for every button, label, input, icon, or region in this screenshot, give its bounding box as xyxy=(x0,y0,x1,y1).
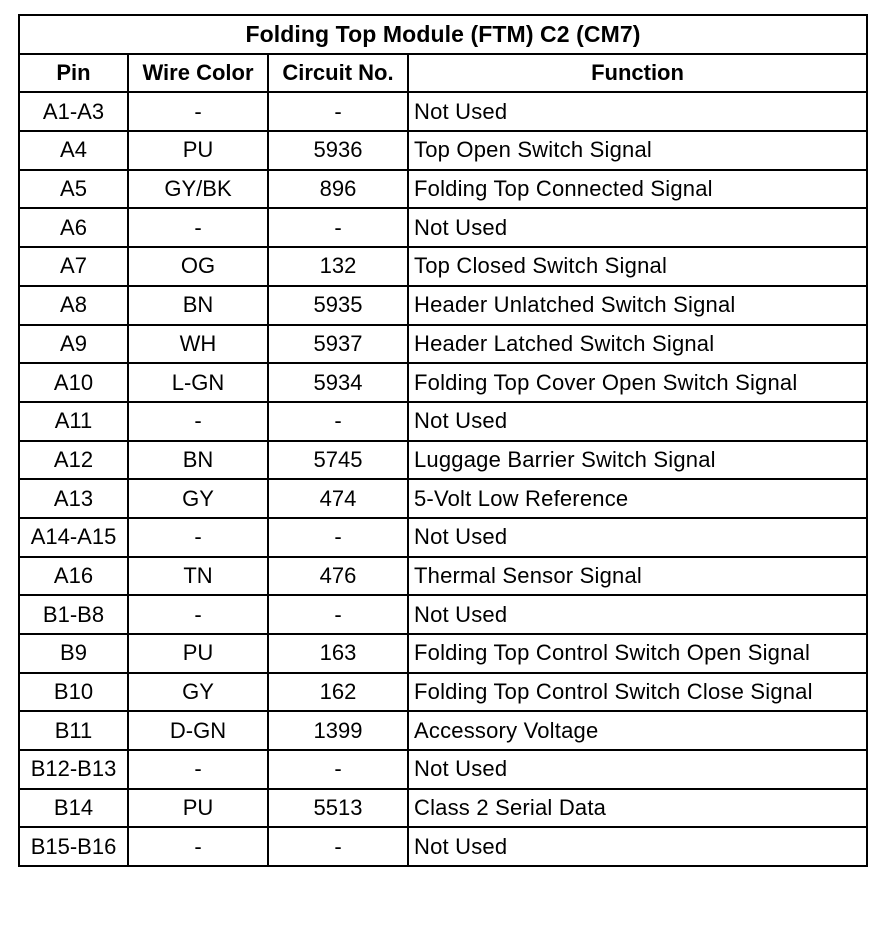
table-row xyxy=(19,827,867,866)
pin-cell: B12-B13 xyxy=(19,750,128,789)
function-cell: Luggage Barrier Switch Signal xyxy=(408,441,867,480)
wire-color-cell: L-GN xyxy=(128,363,268,402)
table-row xyxy=(19,247,867,286)
circuit-no-cell: 5935 xyxy=(268,286,408,325)
pin-cell: A11 xyxy=(19,402,128,441)
pin-cell: A10 xyxy=(19,363,128,402)
circuit-no-cell: 163 xyxy=(268,634,408,673)
wire-color-cell: PU xyxy=(128,131,268,170)
circuit-no-cell: 474 xyxy=(268,479,408,518)
table-row xyxy=(19,92,867,131)
circuit-no-cell: - xyxy=(268,595,408,634)
circuit-no-cell: 5513 xyxy=(268,789,408,828)
pin-cell: B14 xyxy=(19,789,128,828)
pin-cell: A13 xyxy=(19,479,128,518)
wire-color-cell: D-GN xyxy=(128,711,268,750)
wire-color-cell: - xyxy=(128,518,268,557)
function-cell: Not Used xyxy=(408,827,867,866)
circuit-no-cell: 1399 xyxy=(268,711,408,750)
wire-color-cell: GY xyxy=(128,479,268,518)
circuit-no-cell: 5745 xyxy=(268,441,408,480)
function-cell: Header Latched Switch Signal xyxy=(408,325,867,364)
pin-cell: B1-B8 xyxy=(19,595,128,634)
table-row xyxy=(19,673,867,712)
header-circuit-no: Circuit No. xyxy=(268,54,408,93)
function-cell: Class 2 Serial Data xyxy=(408,789,867,828)
function-cell: Thermal Sensor Signal xyxy=(408,557,867,596)
pin-cell: A16 xyxy=(19,557,128,596)
wire-color-cell: - xyxy=(128,92,268,131)
circuit-no-cell: - xyxy=(268,827,408,866)
table-row xyxy=(19,325,867,364)
table-row xyxy=(19,286,867,325)
function-cell: Not Used xyxy=(408,595,867,634)
header-wire-color: Wire Color xyxy=(128,54,268,93)
pin-cell: A7 xyxy=(19,247,128,286)
table-row xyxy=(19,789,867,828)
table-row xyxy=(19,518,867,557)
table-body xyxy=(19,92,867,866)
function-cell: Not Used xyxy=(408,208,867,247)
function-cell: Accessory Voltage xyxy=(408,711,867,750)
wire-color-cell: GY/BK xyxy=(128,170,268,209)
function-cell: Not Used xyxy=(408,750,867,789)
function-cell: Folding Top Connected Signal xyxy=(408,170,867,209)
function-cell: Not Used xyxy=(408,92,867,131)
wire-color-cell: - xyxy=(128,750,268,789)
wire-color-cell: - xyxy=(128,208,268,247)
circuit-no-cell: 5934 xyxy=(268,363,408,402)
function-cell: Top Closed Switch Signal xyxy=(408,247,867,286)
circuit-no-cell: - xyxy=(268,92,408,131)
pin-cell: A12 xyxy=(19,441,128,480)
wire-color-cell: - xyxy=(128,595,268,634)
header-row xyxy=(19,54,867,93)
circuit-no-cell: 476 xyxy=(268,557,408,596)
circuit-no-cell: - xyxy=(268,518,408,557)
pin-cell: A8 xyxy=(19,286,128,325)
function-cell: Folding Top Control Switch Open Signal xyxy=(408,634,867,673)
header-function: Function xyxy=(408,54,867,93)
table-row xyxy=(19,208,867,247)
wire-color-cell: - xyxy=(128,827,268,866)
table-row xyxy=(19,634,867,673)
wire-color-cell: BN xyxy=(128,286,268,325)
circuit-no-cell: 5937 xyxy=(268,325,408,364)
function-cell: 5-Volt Low Reference xyxy=(408,479,867,518)
pin-cell: B15-B16 xyxy=(19,827,128,866)
wire-color-cell: BN xyxy=(128,441,268,480)
table-row xyxy=(19,750,867,789)
circuit-no-cell: - xyxy=(268,750,408,789)
function-cell: Folding Top Cover Open Switch Signal xyxy=(408,363,867,402)
connector-pinout-table xyxy=(18,14,868,867)
table-row xyxy=(19,170,867,209)
pin-cell: B10 xyxy=(19,673,128,712)
function-cell: Not Used xyxy=(408,518,867,557)
table-row xyxy=(19,711,867,750)
table-row xyxy=(19,363,867,402)
table-row xyxy=(19,557,867,596)
table-row xyxy=(19,441,867,480)
pin-cell: B11 xyxy=(19,711,128,750)
function-cell: Not Used xyxy=(408,402,867,441)
wire-color-cell: WH xyxy=(128,325,268,364)
pin-cell: A6 xyxy=(19,208,128,247)
circuit-no-cell: 132 xyxy=(268,247,408,286)
pin-cell: A14-A15 xyxy=(19,518,128,557)
function-cell: Top Open Switch Signal xyxy=(408,131,867,170)
wire-color-cell: OG xyxy=(128,247,268,286)
circuit-no-cell: - xyxy=(268,208,408,247)
pin-cell: A1-A3 xyxy=(19,92,128,131)
circuit-no-cell: - xyxy=(268,402,408,441)
pin-cell: A9 xyxy=(19,325,128,364)
wire-color-cell: PU xyxy=(128,634,268,673)
wire-color-cell: TN xyxy=(128,557,268,596)
pin-cell: B9 xyxy=(19,634,128,673)
pin-cell: A4 xyxy=(19,131,128,170)
function-cell: Header Unlatched Switch Signal xyxy=(408,286,867,325)
table-title: Folding Top Module (FTM) C2 (CM7) xyxy=(19,15,867,54)
header-pin: Pin xyxy=(19,54,128,93)
table-row xyxy=(19,131,867,170)
pin-cell: A5 xyxy=(19,170,128,209)
table-row xyxy=(19,479,867,518)
wire-color-cell: - xyxy=(128,402,268,441)
table-row xyxy=(19,595,867,634)
circuit-no-cell: 5936 xyxy=(268,131,408,170)
title-row xyxy=(19,15,867,54)
wire-color-cell: PU xyxy=(128,789,268,828)
circuit-no-cell: 896 xyxy=(268,170,408,209)
circuit-no-cell: 162 xyxy=(268,673,408,712)
function-cell: Folding Top Control Switch Close Signal xyxy=(408,673,867,712)
wire-color-cell: GY xyxy=(128,673,268,712)
table-row xyxy=(19,402,867,441)
